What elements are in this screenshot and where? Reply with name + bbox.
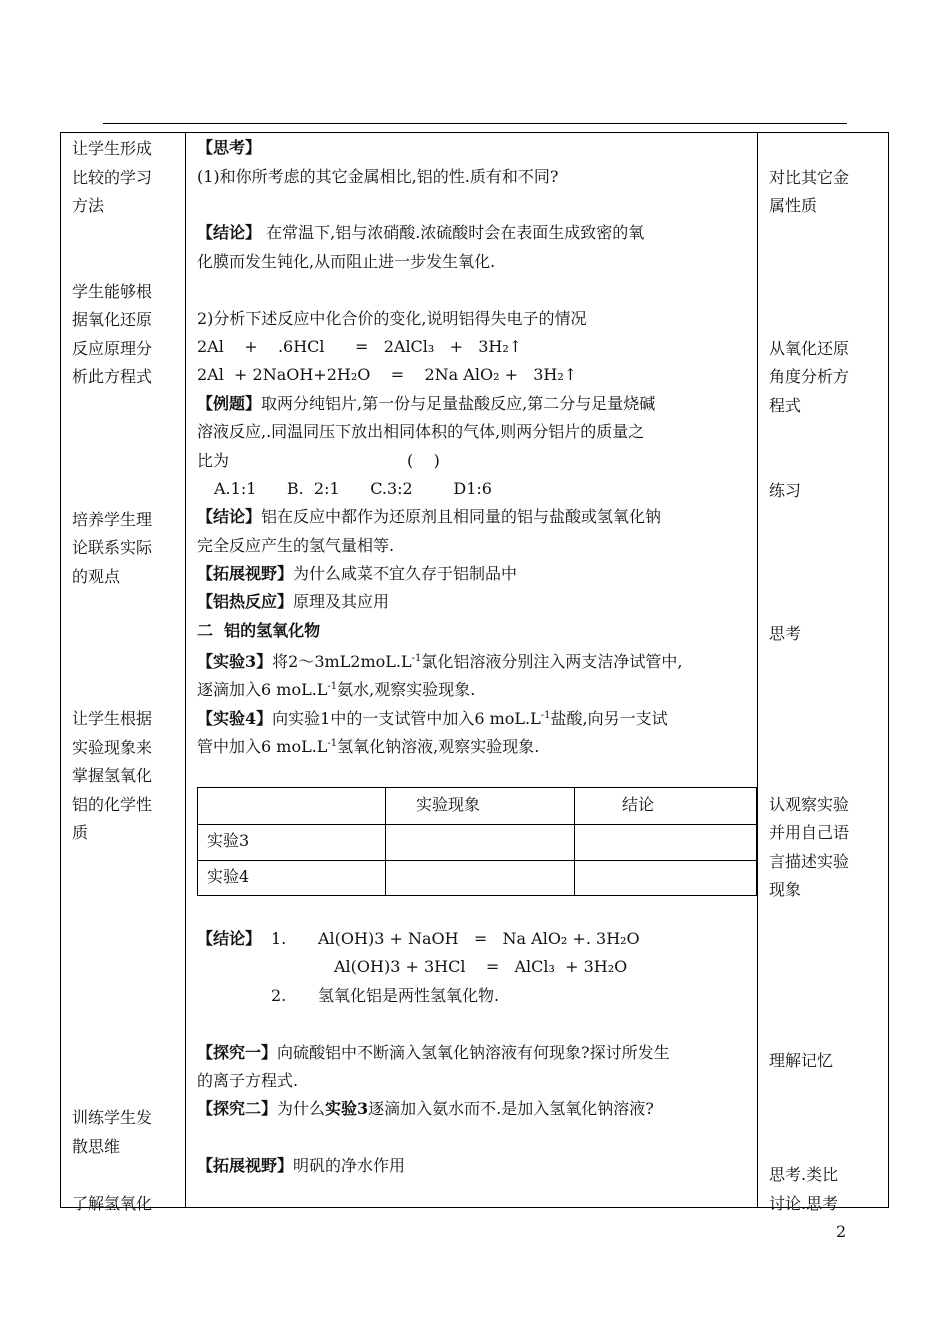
- design-intent-line: [72, 848, 152, 877]
- table-header-phenomenon: 实验现象: [416, 795, 481, 814]
- student-activity-line: [769, 506, 849, 535]
- student-activity-line: 对比其它金: [769, 167, 850, 187]
- student-activity-line: [769, 762, 849, 791]
- design-intent-line: 方法: [72, 196, 105, 215]
- student-activity-line: [769, 990, 849, 1019]
- design-intent-line: 掌握氢氧化: [72, 766, 153, 785]
- design-intent-line: 论联系实际: [72, 538, 153, 557]
- design-intent-line: 训练学生发: [72, 1108, 153, 1127]
- example-line-1: 【例题】取两分纯铝片,第一份与足量盐酸反应,第二分与足量烧碱: [197, 394, 656, 413]
- student-activity-line: 现象: [769, 880, 802, 899]
- conclusion-3-text-2: 氢氧化铝是两性氢氧化物.: [318, 986, 500, 1005]
- student-activity-line: 认观察实验: [769, 794, 850, 814]
- student-activity-line: [769, 449, 849, 478]
- conclusion-1-line-2: 化膜而发生钝化,从而阻止进一步发生氧化.: [197, 252, 496, 271]
- thermite-reaction: 【铝热反应】原理及其应用: [197, 592, 390, 611]
- student-activity-line: [769, 962, 849, 991]
- student-activity-line: 角度分析方: [769, 367, 850, 386]
- table-row-label: 实验3: [207, 831, 250, 850]
- design-intent-line: [72, 876, 152, 905]
- design-intent-line: [72, 990, 152, 1019]
- example-tag: 【例题】: [197, 394, 262, 413]
- student-activity-line: [769, 591, 849, 620]
- conclusion-3-equation-2: Al(OH)3 + 3HCl = AlCl₃ + 3H₂O: [334, 957, 628, 976]
- expand-tag: 【拓展视野】: [197, 564, 294, 583]
- experiment-3-tag: 【实验3】: [197, 652, 273, 671]
- student-activity-line: [769, 1104, 849, 1133]
- conclusion-3-tag: 【结论】: [197, 929, 262, 948]
- conclusion-3-num-2: 2.: [271, 986, 287, 1005]
- conclusion-2-line-1: 【结论】铝在反应中都作为还原剂且相同量的铝与盐酸或氢氧化钠: [197, 507, 662, 526]
- student-activity-line: 并用自己语: [769, 823, 850, 842]
- table-header-conclusion: 结论: [622, 795, 655, 814]
- design-intent-line: 让学生根据: [72, 709, 153, 728]
- design-intent-column: [72, 135, 152, 1218]
- design-intent-line: [72, 249, 152, 278]
- student-activity-line: [769, 563, 849, 592]
- experiment-4-line-2: 管中加入6 $moL.L^{-1}$氢氧化钠溶液,观察实验现象.: [197, 737, 540, 756]
- conclusion-1-line-1: 【结论】 在常温下,铝与浓硝酸.浓硫酸时会在表面生成致密的氧: [197, 223, 645, 242]
- experiment-4-tag: 【实验4】: [197, 709, 273, 728]
- experiment-3-line-2: 逐滴加入6 $moL.L^{-1}$氨水,观察实验现象.: [197, 680, 476, 699]
- design-intent-line: [72, 591, 152, 620]
- student-activity-line: 理解记忆: [769, 1051, 834, 1070]
- student-activity-line: [769, 278, 849, 307]
- explore-2-tag: 【探究二】: [197, 1099, 278, 1118]
- conclusion-3-equation-1: Al(OH)3 + NaOH = Na AlO₂ +. 3H₂O: [318, 929, 640, 948]
- design-intent-line: 实验现象来: [72, 737, 153, 757]
- student-activity-line: [769, 648, 849, 677]
- explore-1-line-1: 【探究一】向硫酸铝中不断滴入氢氧化钠溶液有何现象?探讨所发生: [197, 1043, 670, 1062]
- design-intent-line: [72, 962, 152, 991]
- design-intent-line: 了解氢氧化: [72, 1193, 153, 1213]
- student-activity-line: [769, 705, 849, 734]
- student-activity-line: 程式: [769, 395, 802, 415]
- expand-view-1: 【拓展视野】为什么咸菜不宜久存于铝制品中: [197, 564, 518, 583]
- design-intent-line: [72, 1019, 152, 1048]
- explore-2: 【探究二】为什么实验3逐滴加入氨水而不.是加入氢氧化钠溶液?: [197, 1099, 654, 1118]
- explore-1-tag: 【探究一】: [197, 1043, 278, 1062]
- equation-1: 2Al + .6HCl = 2AlCl₃ + 3H₂↑: [197, 337, 523, 356]
- design-intent-line: [72, 648, 152, 677]
- section-2-heading: 二 铝的氢氧化物: [197, 621, 321, 640]
- column-divider-left: [185, 132, 186, 1208]
- student-activity-line: [769, 534, 849, 563]
- design-intent-line: [72, 1047, 152, 1076]
- student-activity-line: 言描述实验: [769, 851, 850, 871]
- design-intent-line: [72, 420, 152, 449]
- example-line-3: 比为 ( ): [197, 451, 440, 470]
- design-intent-line: 质: [72, 823, 89, 842]
- design-intent-line: [72, 1076, 152, 1105]
- student-activity-line: [769, 1076, 849, 1105]
- question-1: (1)和你所考虑的其它金属相比,铝的性.质有和不同?: [197, 167, 559, 186]
- experiment-results-table: [197, 787, 757, 896]
- student-activity-line: 讨论.思考: [769, 1193, 839, 1213]
- design-intent-line: 铝的化学性: [72, 794, 153, 814]
- design-intent-line: 学生能够根: [72, 281, 153, 301]
- conclusion-3-num-1: 1.: [271, 929, 287, 948]
- design-intent-line: 培养学生理: [72, 509, 153, 529]
- design-intent-line: [72, 1161, 152, 1190]
- design-intent-line: [72, 392, 152, 421]
- student-activity-line: 属性质: [769, 196, 818, 215]
- experiment-4-line-1: 【实验4】向实验1中的一支试管中加入6 $moL.L^{-1}$盐酸,向另一支试: [197, 709, 668, 728]
- design-intent-line: 析此方程式: [72, 367, 153, 386]
- expand-view-2: 【拓展视野】明矾的净水作用: [197, 1156, 406, 1175]
- design-intent-line: [72, 221, 152, 250]
- student-activity-line: 从氧化还原: [769, 338, 850, 358]
- student-activity-line: [769, 734, 849, 763]
- conclusion-2-line-2: 完全反应产生的氢气量相等.: [197, 536, 395, 555]
- experiment-3-line-1: 【实验3】将$2\sim 3mL2moL.L^{-1}$氯化铝溶液分别注入两支洁净试管中,: [197, 652, 683, 671]
- design-intent-line: [72, 620, 152, 649]
- conclusion-tag: 【结论】: [197, 223, 262, 242]
- design-intent-line: [72, 677, 152, 706]
- student-activity-column: [769, 135, 849, 1218]
- equation-2: 2Al + 2NaOH+2H₂O = 2Na AlO₂ + 3H₂↑: [197, 365, 578, 384]
- example-line-2: 溶液反应,.同温同压下放出相同体积的气体,则两分铝片的质量之: [197, 422, 645, 441]
- design-intent-line: [72, 933, 152, 962]
- example-options: A.1:1 B. 2:1 C.3:2 D1:6: [214, 479, 492, 498]
- student-activity-line: [769, 1133, 849, 1162]
- explore-1-line-2: 的离子方程式.: [197, 1071, 299, 1090]
- design-intent-line: [72, 477, 152, 506]
- header-rule: [103, 123, 847, 124]
- student-activity-line: 思考.类比: [769, 1165, 839, 1184]
- design-intent-line: 的观点: [72, 566, 121, 586]
- student-activity-line: [769, 420, 849, 449]
- design-intent-line: 据氧化还原: [72, 310, 153, 329]
- design-intent-line: 比较的学习: [72, 167, 153, 187]
- student-activity-line: [769, 1019, 849, 1048]
- question-2: 2)分析下述反应中化合价的变化,说明铝得失电子的情况: [197, 309, 587, 328]
- expand-tag: 【拓展视野】: [197, 1156, 294, 1175]
- table-row-label: 实验4: [207, 867, 250, 886]
- design-intent-line: [72, 905, 152, 934]
- student-activity-line: [769, 933, 849, 962]
- student-activity-line: 思考: [769, 623, 802, 643]
- student-activity-line: [769, 135, 849, 164]
- student-activity-line: [769, 306, 849, 335]
- design-intent-line: [72, 449, 152, 478]
- design-intent-line: 反应原理分: [72, 338, 153, 358]
- thermite-tag: 【铝热反应】: [197, 592, 294, 611]
- column-divider-right: [757, 132, 758, 1208]
- student-activity-line: [769, 249, 849, 278]
- page-number: 2: [836, 1222, 847, 1241]
- student-activity-line: [769, 905, 849, 934]
- design-intent-line: 让学生形成: [72, 139, 153, 158]
- design-intent-line: 散思维: [72, 1136, 121, 1156]
- student-activity-line: 练习: [769, 481, 802, 500]
- conclusion-tag: 【结论】: [197, 507, 262, 526]
- think-tag: 【思考】: [197, 138, 262, 157]
- student-activity-line: [769, 677, 849, 706]
- student-activity-line: [769, 221, 849, 250]
